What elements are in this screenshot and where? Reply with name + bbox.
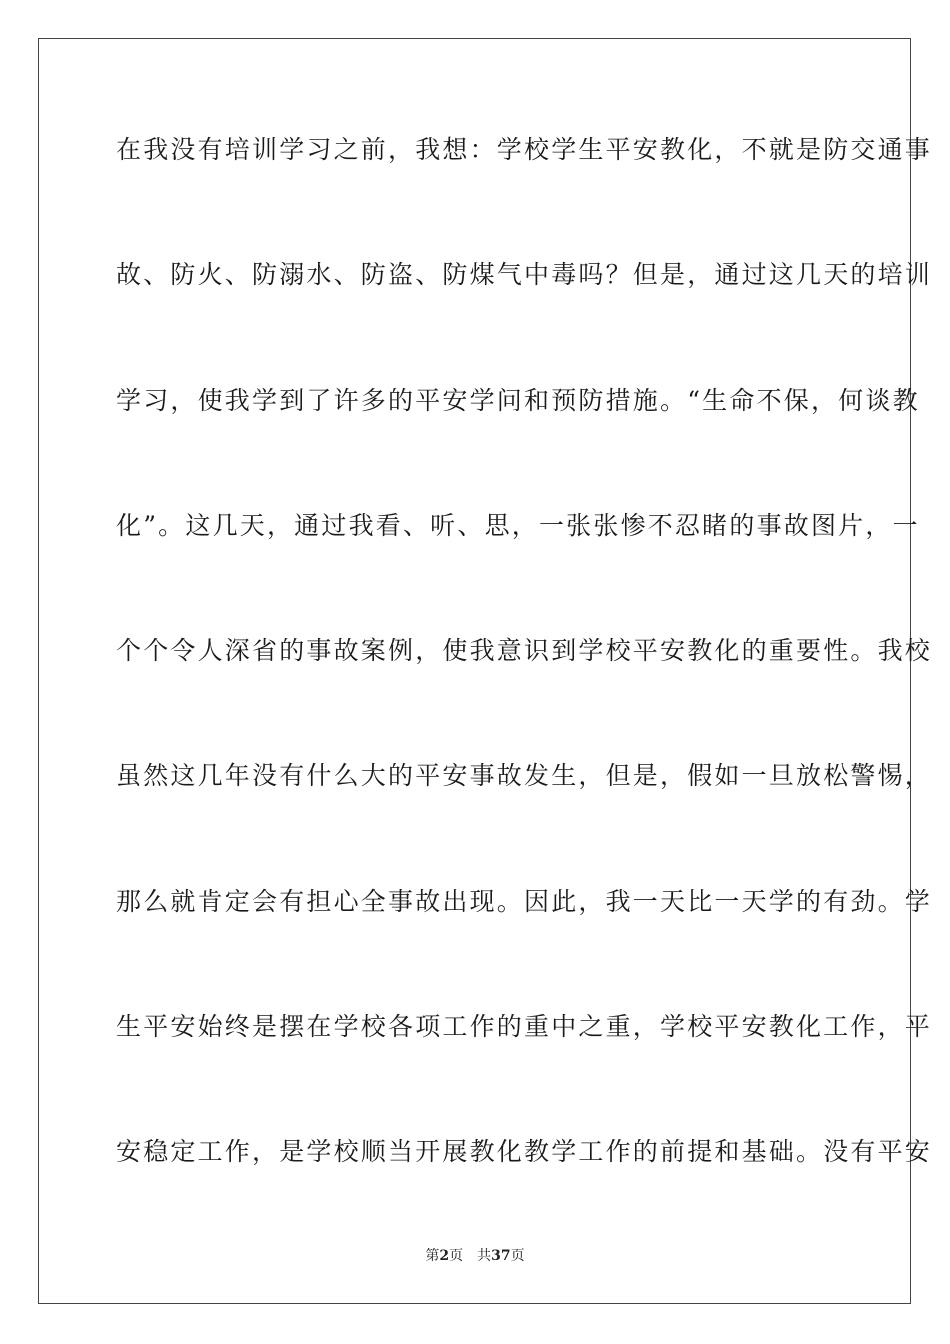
page-footer: [0, 1246, 950, 1266]
page-number-indicator: [425, 1246, 463, 1266]
total-suffix: 页: [510, 1248, 525, 1264]
text-line: 故、防火、防溺水、防盗、防煤气中毒吗？但是，通过这几天的培训: [116, 260, 933, 290]
total-pages-indicator: [477, 1246, 524, 1266]
text-line: 化”。这几天，通过我看、听、思，一张张惨不忍睹的事故图片，一: [116, 510, 920, 540]
document-body: [116, 125, 933, 1253]
total-page-count: 37: [491, 1248, 511, 1264]
text-line: 学习，使我学到了许多的平安学问和预防措施。“生命不保，何谈教: [116, 385, 920, 415]
page-prefix: 第: [425, 1248, 440, 1264]
page-suffix: 页: [449, 1248, 464, 1264]
text-line: 安稳定工作，是学校顺当开展教化教学工作的前提和基础。没有平安: [116, 1137, 933, 1167]
text-line: 个个令人深省的事故案例，使我意识到学校平安教化的重要性。我校: [116, 636, 933, 666]
total-prefix: 共: [477, 1248, 492, 1264]
current-page-number: 2: [439, 1248, 450, 1264]
text-line: 虽然这几年没有什么大的平安事故发生，但是，假如一旦放松警惕，: [116, 761, 933, 791]
text-line: 生平安始终是摆在学校各项工作的重中之重，学校平安教化工作，平: [116, 1012, 933, 1042]
text-line: 在我没有培训学习之前，我想：学校学生平安教化，不就是防交通事: [116, 135, 933, 164]
text-line: 那么就肯定会有担心全事故出现。因此，我一天比一天学的有劲。学: [116, 886, 933, 916]
